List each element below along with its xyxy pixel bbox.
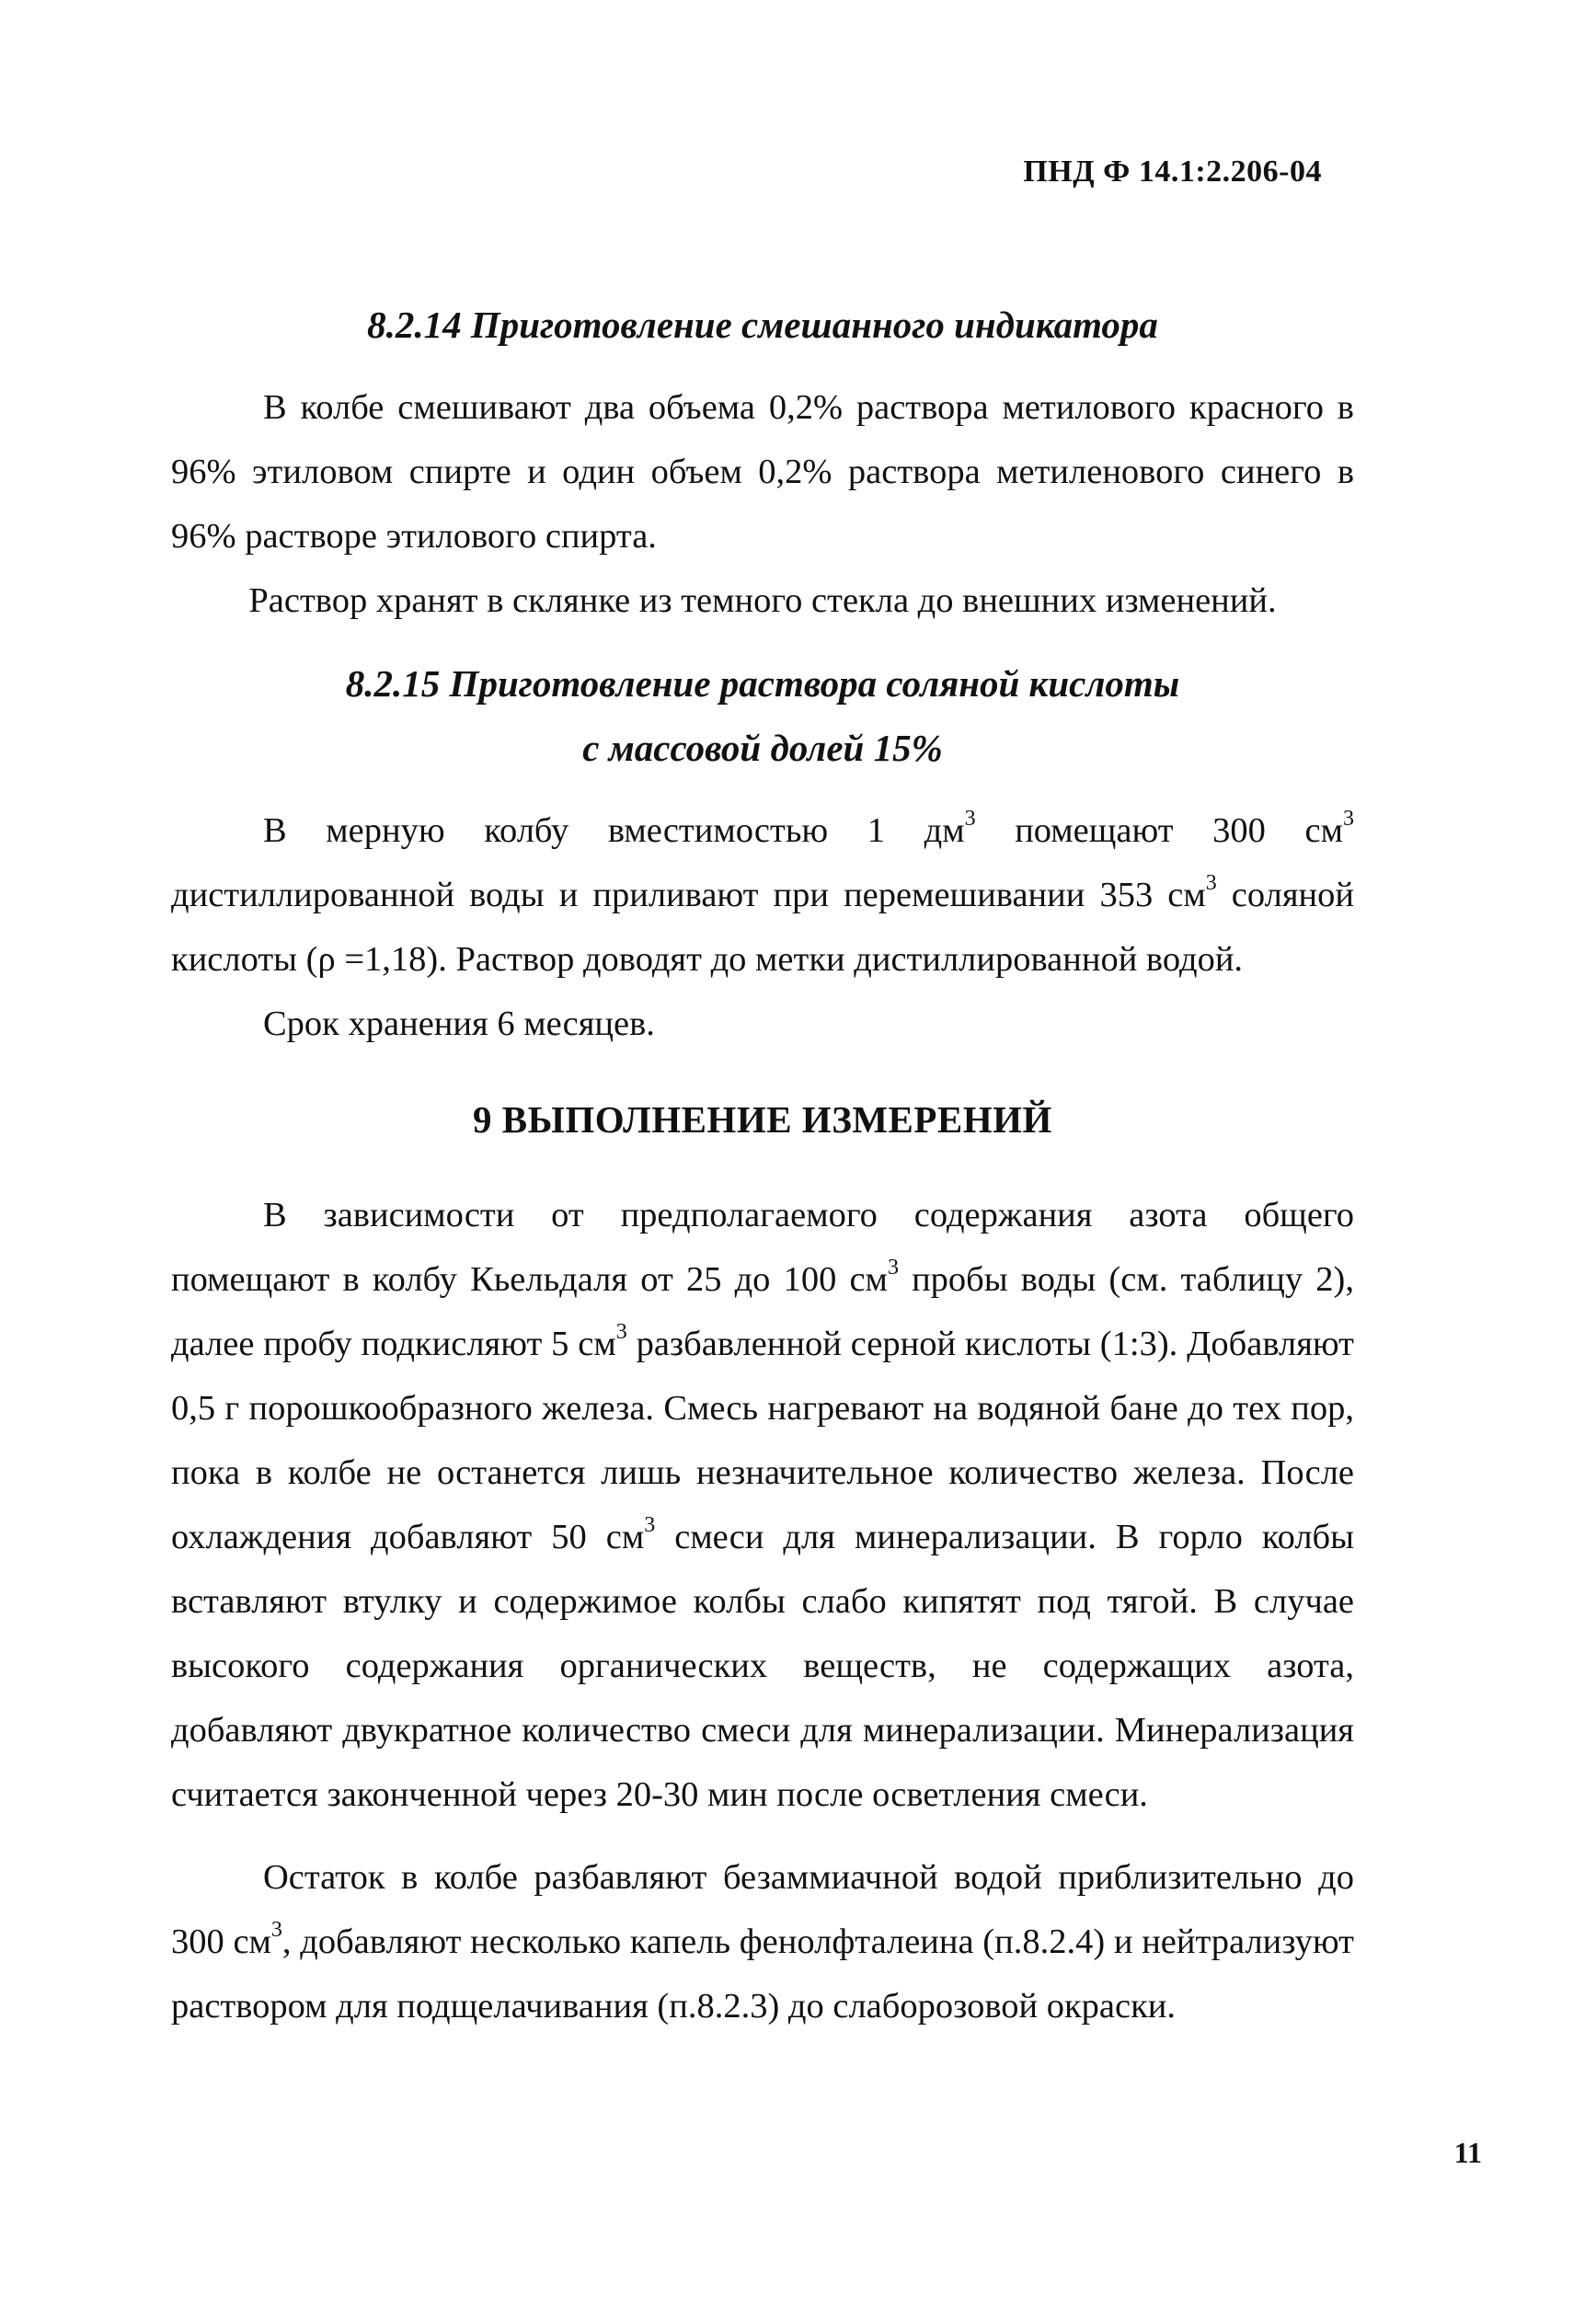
page-content: [171, 293, 1354, 2038]
text-run: дистиллированной воды и приливают при перемешивании 353 см: [171, 876, 1206, 914]
superscript: 3: [887, 1256, 899, 1280]
text-run: разбавленной серной кислоты (1:3). Добавляют 0,5 г порошкообразного железа. Смесь нагревают на водяной бане до тех пор, пока в колбе не останется лишь незначительное количество железа. После охлаждения добавляют 50 см: [171, 1325, 1354, 1556]
text-run: , добавляют несколько капель фенолфталеина (п.8.2.4) и нейтрализуют раствором для подщелачивания (п.8.2.3) до слаборозовой окраски.: [171, 1922, 1355, 2026]
section-8-2-14-heading: 8.2.14 Приготовление смешанного индикатора: [367, 304, 1158, 346]
section-8-2-14-paragraph-1: В колбе смешивают два объема 0,2% раствора метилового красного в 96% этиловом спирте и один объем 0,2% раствора метиленового синего в 96% растворе этилового спирта.: [171, 388, 1354, 556]
section-8-2-14-paragraph-2: Раствор хранят в склянке из темного стекла до внешних изменений.: [248, 581, 1277, 620]
section-9-paragraph-2: [171, 1845, 1354, 2038]
section-9-heading: 9 ВЫПОЛНЕНИЕ ИЗМЕРЕНИЙ: [473, 1098, 1052, 1141]
text-run: пробы воды (см. таблицу 2), далее пробу подкисляют 5 см: [171, 1260, 1354, 1363]
text-run: смеси для минерализации. В горло колбы вставляют втулку и содержимое колбы слабо кипятят под тягой. В случае высокого содержания органических веществ, не содержащих азота, добавляют двукратное количество смеси для минерализации. Минерализация считается законченной через 20-30 мин после осветления смеси.: [171, 1518, 1355, 1814]
superscript: 3: [964, 807, 976, 832]
section-8-2-15-heading-line-2: с массовой долей 15%: [582, 727, 943, 769]
page-number: 11: [1453, 2136, 1482, 2169]
section-9-paragraph-1: [171, 1183, 1354, 1827]
superscript: 3: [1205, 871, 1217, 896]
superscript: 3: [644, 1513, 656, 1538]
document-code-header: ПНД Ф 14.1:2.206-04: [1023, 155, 1322, 189]
text-run: В зависимости от предполагаемого содержания азота общего помещают в колбу Кьельдаля от 25 до 100 см: [171, 1196, 1354, 1299]
superscript: 3: [1343, 807, 1354, 832]
section-8-2-15-paragraph-2: Срок хранения 6 месяцев.: [263, 1004, 655, 1043]
text-run: соляной кислоты (ρ =1,18). Раствор доводят до метки дистиллированной водой.: [171, 876, 1354, 979]
section-8-2-15-heading-line-1: 8.2.15 Приготовление раствора соляной кислоты: [345, 662, 1180, 705]
text-run: Остаток в колбе разбавляют безаммиачной водой приблизительно до 300 см: [171, 1858, 1354, 1961]
text-run: В мерную колбу вместимостью 1 дм: [263, 811, 965, 850]
text-run: помещают 300 см: [975, 811, 1343, 850]
superscript: 3: [615, 1320, 627, 1345]
superscript: 3: [270, 1918, 282, 1943]
section-8-2-15-paragraph-1: [171, 798, 1354, 992]
